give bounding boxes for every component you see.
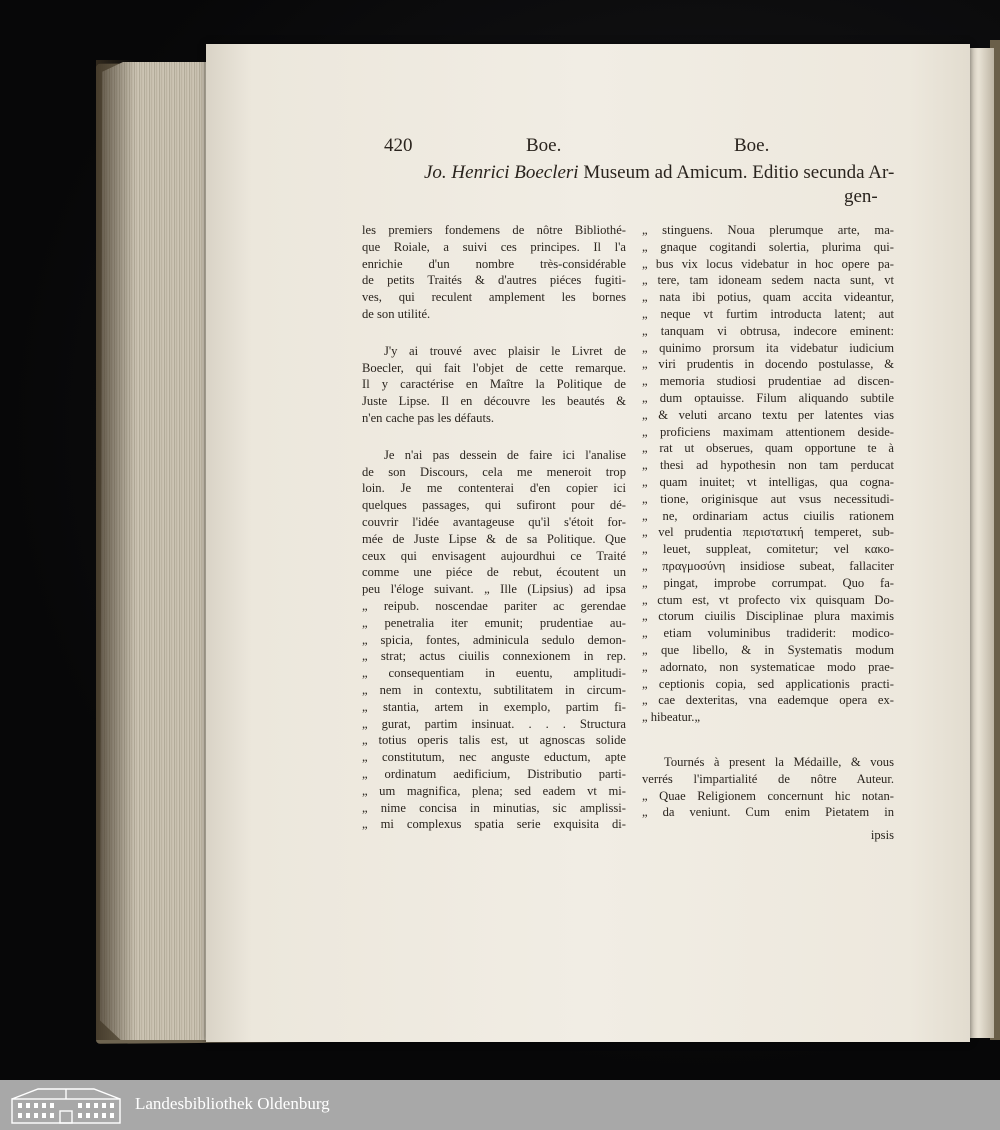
page-number: 420 xyxy=(384,135,413,156)
text-line: que Roiale, a suivi ces principes. Il l'a xyxy=(362,239,626,254)
paragraph xyxy=(362,447,626,833)
text-line: „ strat; actus ciuilis connexionem in rep. xyxy=(362,649,626,664)
text-line: „ leuet, suppleat, comitetur; vel κακο- xyxy=(642,542,894,557)
text-line: J'y ai trouvé avec plaisir le Livret de xyxy=(384,343,626,358)
text-line: „ rat ut obserues, quam opportune te à xyxy=(642,441,894,456)
entry-title-continuation: gen- xyxy=(844,186,878,207)
text-line: „ stantia, artem in exemplo, partim fi- xyxy=(362,699,626,714)
text-line: „ tanquam vi obtrusa, indecore eminent: xyxy=(642,323,894,338)
text-line: ves, qui reculent amplement les bornes xyxy=(362,290,626,305)
text-line: „ gurat, partim insinuat. . . . Structura xyxy=(362,716,626,731)
text-line: „ proficiens maximam attentionem deside- xyxy=(642,424,894,439)
text-line: de son Discours, cela me meneroit trop xyxy=(362,464,626,479)
text-line: „ nata ibi potius, quam accita videantur, xyxy=(642,290,894,305)
paragraph xyxy=(642,754,894,821)
text-line: Juste Lipse. Il en découvre les beautés & xyxy=(362,394,626,409)
text-line: comme une piéce de rebut, écoutent un xyxy=(362,565,626,580)
text-line: „ consequentiam in euentu, amplitudi- xyxy=(362,666,626,681)
text-line: „ ctum est, vt profecto vix quisquam Do- xyxy=(642,592,894,607)
next-leaf xyxy=(968,48,994,1038)
text-line: „ neque vt furtim introducta latent; aut xyxy=(642,306,894,321)
text-line: couvrir l'idée avantageuse qu'il s'étoit for- xyxy=(362,514,626,529)
text-line: „ que libello, & in Systematis modum xyxy=(642,642,894,657)
text-line: „ ne, ordinariam actus ciuilis rationem xyxy=(642,508,894,523)
text-line: „ nime concisa in minutias, sic amplissi- xyxy=(362,800,626,815)
text-line: „ dum optauisse. Filum aliquando subtile xyxy=(642,390,894,405)
text-line: mée de Juste Lipse & de sa Politique. Que xyxy=(362,531,626,546)
text-line: „ cae dexteritas, vna eademque opera ex- xyxy=(642,693,894,708)
text-line: „ etiam voluminibus tradiderit: modico- xyxy=(642,626,894,641)
text-line: n'en cache pas les défauts. xyxy=(362,410,494,425)
text-line: „ totius operis talis est, ut agnoscas solide xyxy=(362,733,626,748)
paragraph xyxy=(362,343,626,427)
text-line: quelques passages, qui sufiront pour dé- xyxy=(362,498,626,513)
text-line: „ stinguens. Noua plerumque arte, ma- xyxy=(642,223,894,237)
text-line: „ memoria studiosi prudentiae ad discen- xyxy=(642,374,894,389)
text-line: Il y caractérise en Maître la Politique de xyxy=(362,377,626,392)
text-line: „ & veluti arcano textu per latentes vias xyxy=(642,407,894,422)
text-line: „ vel prudentia περιστατική temperet, sub- xyxy=(642,525,894,540)
text-line: „ constitutum, nec anguste eductum, apte xyxy=(362,750,626,765)
text-line: Je n'ai pas dessein de faire ici l'analise xyxy=(384,447,626,462)
text-line: „ bus vix locus videbatur in hoc opere pa- xyxy=(642,256,894,271)
text-line: enrichie d'un nombre très-considérable xyxy=(362,256,626,271)
paragraph xyxy=(362,222,626,323)
text-line: „ da veniunt. Cum enim Pietatem in xyxy=(642,805,894,820)
book-page xyxy=(206,44,970,1042)
text-line: Tournés à present la Médaille, & vous xyxy=(664,754,894,769)
running-head-right: Boe. xyxy=(734,135,770,156)
edge-shadow xyxy=(96,60,136,1040)
text-line: „ reipub. noscendae pariter ac gerendae xyxy=(362,598,626,613)
library-footer-bar xyxy=(0,1080,1000,1130)
paragraph-gap xyxy=(362,433,626,447)
paragraph xyxy=(642,222,894,726)
text-line: les premiers fondemens de nôtre Bibliothé- xyxy=(362,223,626,237)
paragraph-gap xyxy=(362,329,626,343)
text-line: de petits Traités & d'autres piéces fugiti- xyxy=(362,273,626,288)
text-line: „ adornato, non systematicae modo prae- xyxy=(642,659,894,674)
title-text: Museum ad Amicum. Editio secunda Ar- xyxy=(578,162,895,183)
title-author: Jo. Henrici Boecleri xyxy=(424,162,579,183)
text-line: peu l'éloge suivant. „ Ille (Lipsius) ad ipsa xyxy=(362,582,626,597)
text-line: „ ceptionis copia, sed applicationis practi- xyxy=(642,676,894,691)
running-head-center: Boe. xyxy=(526,135,562,156)
text-line: ceux qui envisagent aujourdhui ce Traité xyxy=(362,548,626,563)
text-line: loin. Je me contenterai d'en copier ici xyxy=(362,481,626,496)
text-line: „ tere, tam idoneam sedem nacta sunt, vt xyxy=(642,273,894,288)
text-line: Boecler, qui fait l'objet de cette remarque. xyxy=(362,360,626,375)
text-line: „ quinimo prorsum ita videbatur iudicium xyxy=(642,340,894,355)
text-line: de son utilité. xyxy=(362,306,431,321)
text-line: „ thesi ad hypothesin non tam perducat xyxy=(642,458,894,473)
text-line: „ spicia, fontes, adminicula sedulo demon- xyxy=(362,632,626,647)
text-line: „ nem in contextu, subtilitatem in circum- xyxy=(362,682,626,697)
library-building-logo xyxy=(8,1085,124,1125)
text-line: „ penetralia iter emunit; prudentiae au- xyxy=(362,615,626,630)
library-name: Landesbibliothek Oldenburg xyxy=(135,1094,330,1113)
text-line: „ mi complexus spatia serie exquisita di- xyxy=(362,817,626,832)
text-line: „ gnaque cogitandi solertia, plurima qui- xyxy=(642,239,894,254)
entry-title xyxy=(424,162,894,184)
text-line: „ πραγμοσύνη insidiose subeat, fallaciter xyxy=(642,558,894,573)
text-line: „ tione, originisque aut vsus necessitudi- xyxy=(642,491,894,506)
text-line: „ um magnifica, plena; sed eadem vt mi- xyxy=(362,783,626,798)
right-text-column xyxy=(642,222,894,844)
text-line: „ quam inuitet; vt intelligas, qua cogna- xyxy=(642,474,894,489)
text-line: verrés l'impartialité de nôtre Auteur. xyxy=(642,771,894,786)
paragraph-gap xyxy=(642,732,894,754)
text-line: „ Quae Religionem concernunt hic notan- xyxy=(642,788,894,803)
text-line: „ viri prudentis in docendo postulasse, & xyxy=(642,357,894,372)
catchword: ipsis xyxy=(870,828,894,843)
text-line: „ pingat, improbe corrumpat. Quo fa- xyxy=(642,575,894,590)
text-line: „ ctorum ciuilis Disciplinae plura maximis xyxy=(642,609,894,624)
text-line: „ hibeatur.„ xyxy=(642,710,701,725)
left-text-column xyxy=(362,222,626,839)
text-line: „ ordinatum aedificium, Distributio parti- xyxy=(362,766,626,781)
